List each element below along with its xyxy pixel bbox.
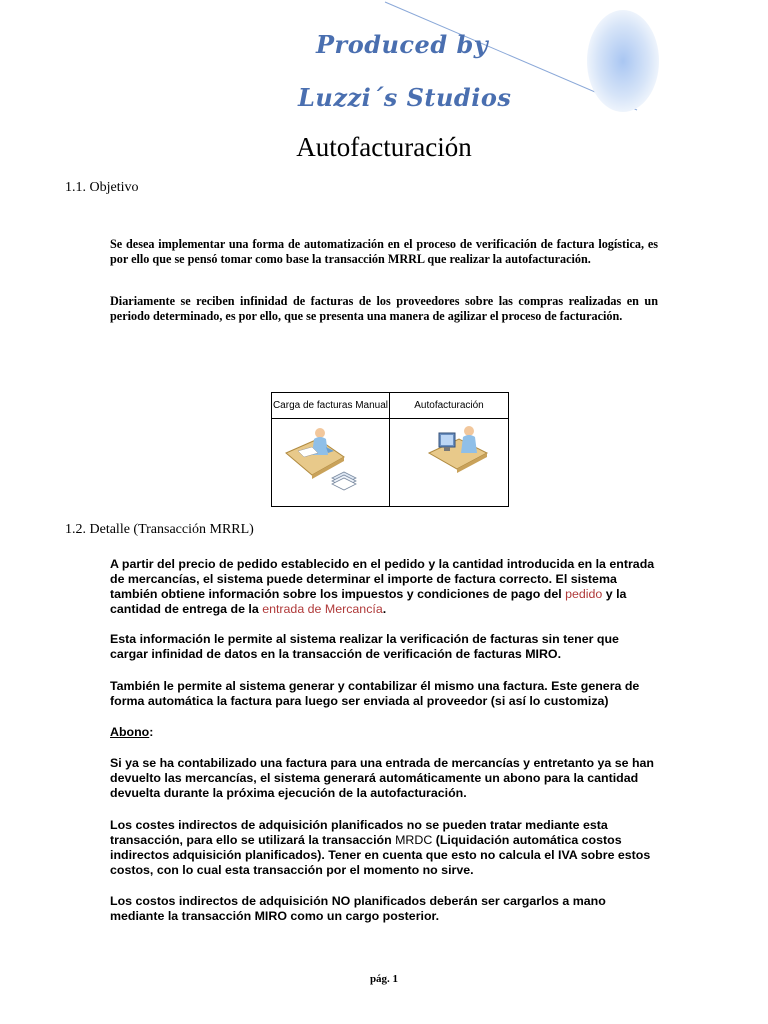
p5-text-b: (Liquidación automática costos indirectos adquisición planificados). Tener en cuenta que esto no calcula el IVA sobre estos costos, con lo cual esta transacción por el momento no sirve. xyxy=(110,833,651,877)
pedido-link[interactable]: pedido xyxy=(565,587,603,601)
p5-text-a: Los costes indirectos de adquisición planificados no se pueden tratar mediante esta transacción, para ello se utilizará la transacción xyxy=(110,818,608,847)
abono-title: Abono xyxy=(110,725,150,739)
comparison-diagram xyxy=(271,392,509,507)
objetivo-paragraph-2: Diariamente se reciben infinidad de facturas de los proveedores sobre las compras realizadas en un periodo determinado, es por ello, que se presenta una manera de agilizar el proceso de facturación. xyxy=(110,294,658,323)
section-heading-detalle: 1.2. Detalle (Transacción MRRL) xyxy=(65,522,254,537)
abono-paragraph: Si ya se ha contabilizado una factura para una entrada de mercancías y entretanto ya se han devuelto las mercancías, el sistema generará automáticamente un abono para la cantidad devuelta durante la próxima ejecución de la autofacturación. xyxy=(110,756,655,800)
detalle-paragraph-2: Esta información le permite al sistema realizar la verificación de facturas sin tener que cargar infinidad de datos en la transacción de verificación de facturas MIRO. xyxy=(110,632,619,661)
documents-stack-icon xyxy=(330,468,360,492)
detalle-paragraph-3: También le permite al sistema generar y contabilizar él mismo una factura. Este genera de forma automática la factura para luego ser enviada al proveedor (si así lo customiza) xyxy=(110,679,640,708)
p1-text-c: . xyxy=(382,602,387,616)
section-heading-objetivo: 1.1. Objetivo xyxy=(65,180,139,195)
diagram-column-manual xyxy=(272,393,390,506)
abono-colon: : xyxy=(149,725,154,739)
detalle-paragraph-6: Los costos indirectos de adquisición NO planificados deberán ser cargarlos a mano mediante la transacción MIRO como un cargo posterior. xyxy=(110,894,606,923)
diagram-label-manual: Carga de facturas Manual xyxy=(272,393,389,419)
header-line-2: Luzzi´s Studios xyxy=(298,83,512,112)
entrada-mercancia-link[interactable]: entrada de Mercancía xyxy=(262,602,383,616)
page-title: Autofacturación xyxy=(296,132,472,162)
p1-text-b: y la cantidad de entrega de la xyxy=(110,587,627,616)
computer-worker-icon xyxy=(425,421,505,481)
mrdc-code: MRDC xyxy=(395,833,433,847)
p1-text-a: A partir del precio de pedido establecido en el pedido y la cantidad introducida en la entrada de mercancías, el sistema puede determinar el importe de factura correcto. El sistema también obtiene información sobre los impuestos y condiciones de pago del xyxy=(110,557,655,601)
detalle-paragraph-5 xyxy=(110,818,658,878)
header-line-1: Produced by xyxy=(316,30,489,59)
abono-label xyxy=(110,725,658,740)
detalle-paragraph-1 xyxy=(110,557,658,617)
diagram-column-auto xyxy=(390,393,508,506)
page-number: pág. 1 xyxy=(369,973,399,985)
decorative-oval xyxy=(587,10,659,112)
diagram-label-auto: Autofacturación xyxy=(390,393,508,419)
objetivo-paragraph-1: Se desea implementar una forma de automatización en el proceso de verificación de factura logística, es por ello que se pensó tomar como base la transacción MRRL que realizar la autofacturación. xyxy=(110,237,658,266)
